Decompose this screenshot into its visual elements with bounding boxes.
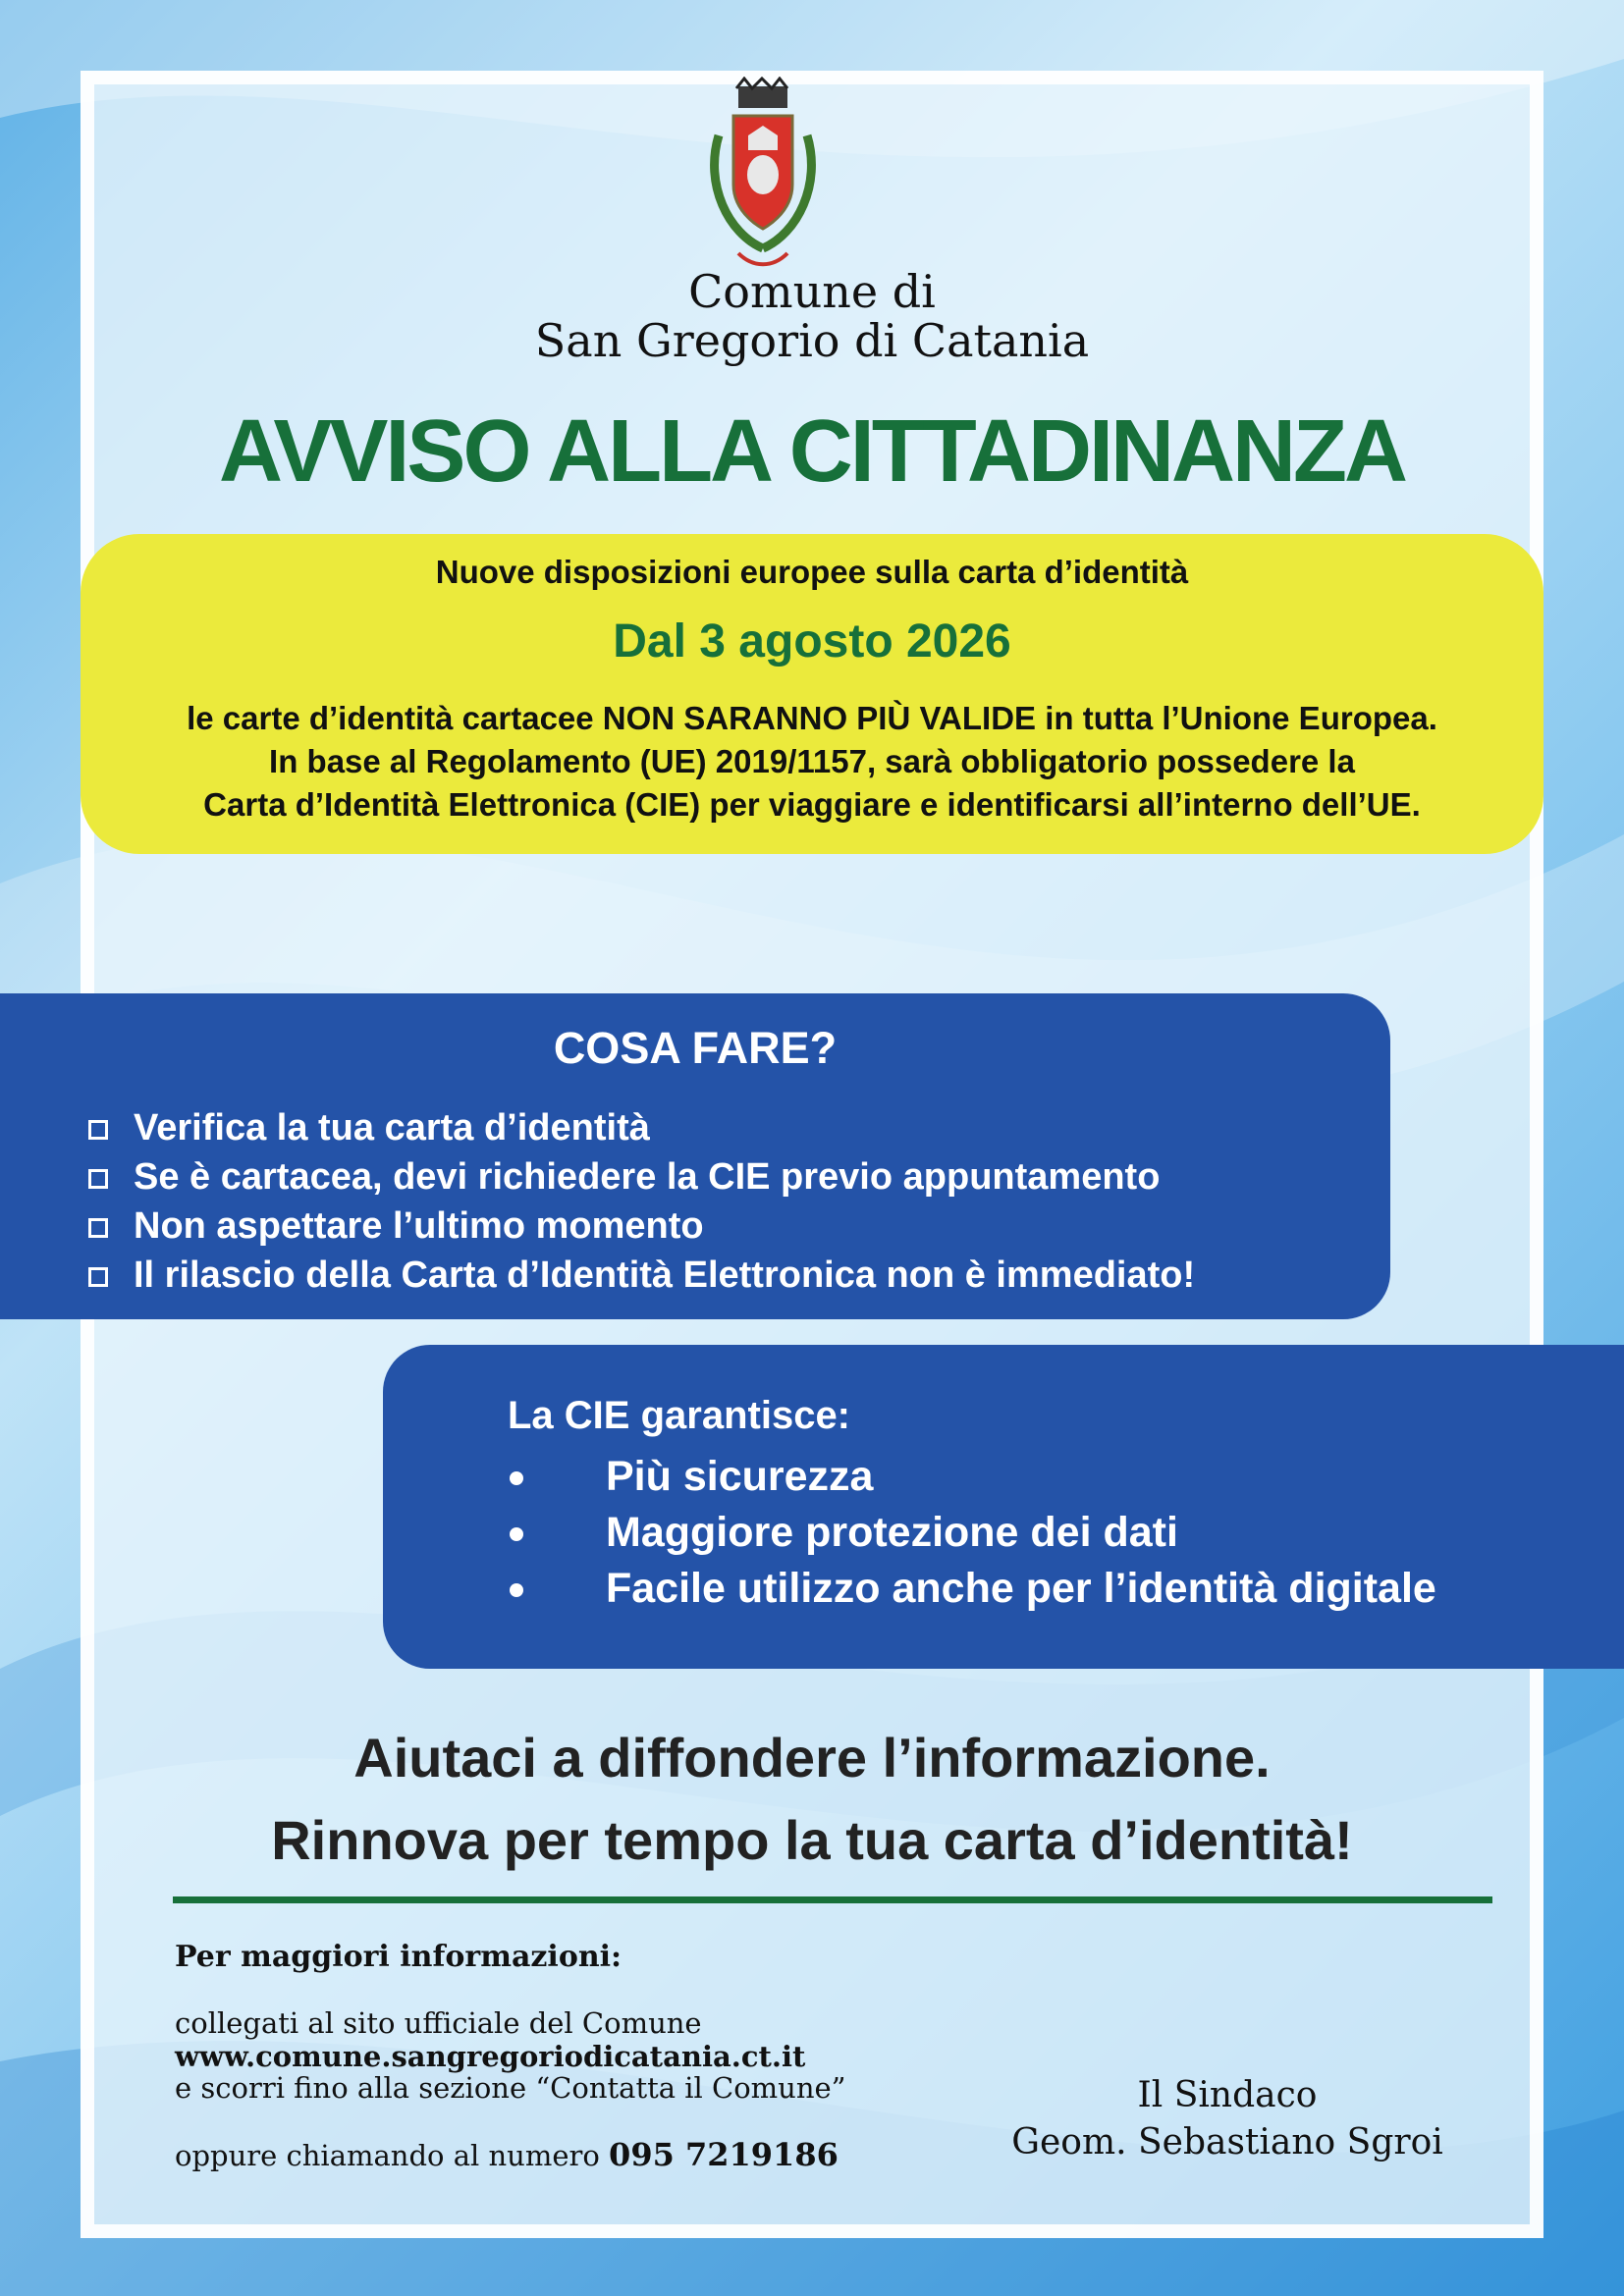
cie-list bbox=[508, 1449, 1436, 1617]
bullet-icon bbox=[510, 1471, 523, 1485]
checkbox-square-icon bbox=[88, 1267, 108, 1287]
notice-line: In base al Regolamento (UE) 2019/1157, sarà obbligatorio possedere la bbox=[269, 743, 1355, 779]
list-item-text: Il rilascio della Carta d’Identità Elettronica non è immediato! bbox=[134, 1255, 1196, 1296]
list-item-text: Facile utilizzo anche per l’identità digitale bbox=[606, 1565, 1436, 1612]
cosa-fare-title: COSA FARE? bbox=[553, 1023, 838, 1073]
list-item-text: Non aspettare l’ultimo momento bbox=[134, 1205, 704, 1247]
checkbox-square-icon bbox=[88, 1120, 108, 1140]
notice-text bbox=[81, 697, 1543, 827]
notice-box bbox=[81, 534, 1543, 854]
divider bbox=[173, 1896, 1492, 1903]
list-item bbox=[88, 1152, 1195, 1201]
list-item-text: Verifica la tua carta d’identità bbox=[134, 1107, 650, 1148]
phone-line bbox=[175, 2136, 839, 2173]
signature-name: Geom. Sebastiano Sgroi bbox=[1011, 2122, 1443, 2163]
list-item-text: Più sicurezza bbox=[606, 1453, 874, 1500]
help-line-2: Rinnova per tempo la tua carta d’identità! bbox=[271, 1809, 1353, 1871]
notice-line: Carta d’Identità Elettronica (CIE) per viaggiare e identificarsi all’interno dell’UE. bbox=[203, 786, 1421, 823]
info-line-1: collegati al sito ufficiale del Comune bbox=[175, 2006, 702, 2040]
list-item bbox=[508, 1505, 1436, 1561]
list-item bbox=[508, 1561, 1436, 1617]
bullet-icon bbox=[510, 1583, 523, 1597]
list-item bbox=[508, 1449, 1436, 1505]
phone-number[interactable]: 095 7219186 bbox=[609, 2136, 839, 2173]
list-item bbox=[88, 1201, 1195, 1251]
coat-of-arms-logo bbox=[709, 77, 817, 271]
phone-label: oppure chiamando al numero bbox=[175, 2139, 600, 2172]
cosa-fare-box bbox=[0, 993, 1390, 1319]
notice-subtitle: Nuove disposizioni europee sulla carta d’identità bbox=[435, 554, 1189, 590]
list-item bbox=[88, 1103, 1195, 1152]
comune-line-2: San Gregorio di Catania bbox=[534, 314, 1090, 367]
website-link[interactable]: www.comune.sangregoriodicatania.ct.it bbox=[175, 2040, 806, 2073]
notice-line: le carte d’identità cartacee NON SARANNO PIÙ VALIDE in tutta l’Unione Europea. bbox=[187, 700, 1437, 736]
signature-role: Il Sindaco bbox=[1137, 2075, 1318, 2115]
bullet-icon bbox=[510, 1527, 523, 1541]
cosa-fare-list bbox=[88, 1103, 1195, 1300]
checkbox-square-icon bbox=[88, 1218, 108, 1238]
info-title: Per maggiori informazioni: bbox=[175, 1940, 623, 1974]
list-item bbox=[88, 1251, 1195, 1300]
help-line-1: Aiutaci a diffondere l’informazione. bbox=[353, 1727, 1271, 1789]
cie-title: La CIE garantisce: bbox=[508, 1394, 851, 1437]
notice-date: Dal 3 agosto 2026 bbox=[613, 615, 1011, 667]
comune-line-1: Comune di bbox=[688, 265, 936, 318]
cie-box bbox=[383, 1345, 1624, 1669]
info-line-3: e scorri fino alla sezione “Contatta il Comune” bbox=[175, 2071, 846, 2105]
list-item-text: Maggiore protezione dei dati bbox=[606, 1509, 1178, 1556]
checkbox-square-icon bbox=[88, 1169, 108, 1189]
list-item-text: Se è cartacea, devi richiedere la CIE previo appuntamento bbox=[134, 1156, 1161, 1198]
page-title: AVVISO ALLA CITTADINANZA bbox=[219, 402, 1405, 501]
